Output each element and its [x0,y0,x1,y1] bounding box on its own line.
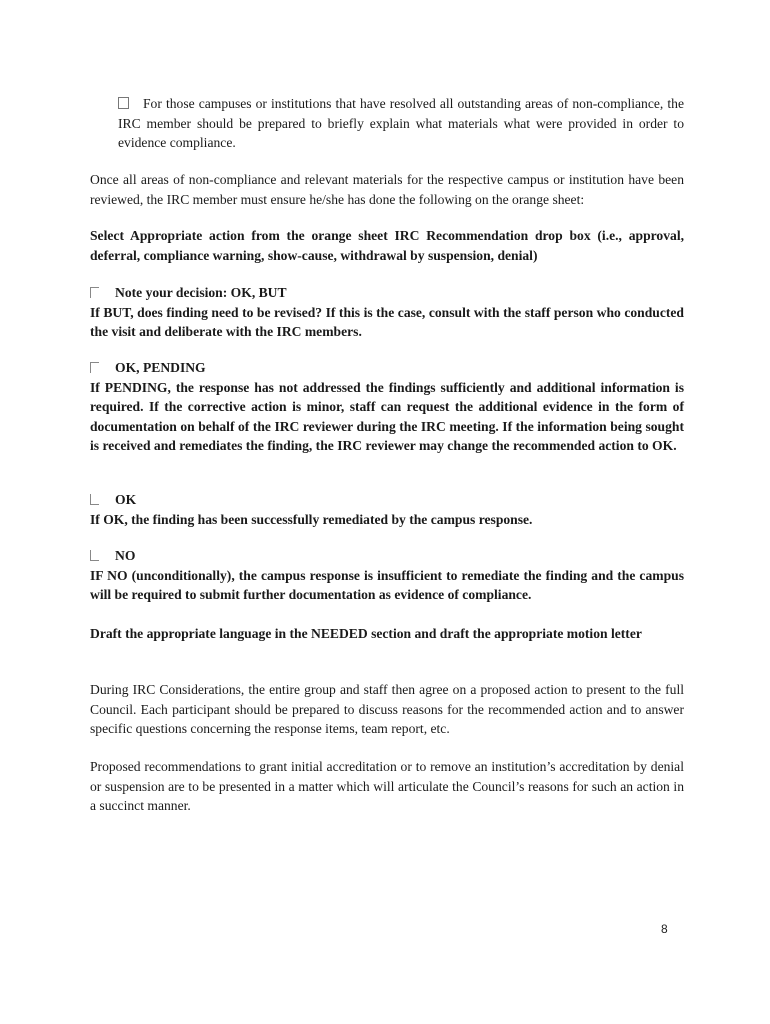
corner-mark-icon [90,550,99,561]
bullet-text: For those campuses or institutions that have resolved all outstanding areas of non-compliance, the IRC member should be prepared to briefly explain what materials what were provided in order to evidence compliance. [118,96,684,150]
decision-body: If PENDING, the response has not addressed the findings sufficiently and additional information is required. If the corrective action is minor, staff can request the additional evidence in the form of documentation on behalf of the IRC reviewer during the IRC meeting. If the information being sought is received and remediates the finding, the IRC reviewer may change the recommended action to OK. [90,379,684,453]
corner-mark-icon [90,494,99,505]
select-action-instruction: Select Appropriate action from the orange sheet IRC Recommendation drop box (i.e., approval, deferral, compliance warning, show-cause, withdrawal by suspension, denial) [90,228,684,263]
checkbox-square-icon [118,97,129,109]
decision-heading: OK, PENDING [90,358,684,378]
page-number: 8 [661,922,668,936]
decision-no [90,546,684,605]
proposed-paragraph: Proposed recommendations to grant initial accreditation or to remove an institution’s accreditation by denial or suspension are to be presented in a matter which will articulate the Council’s reasons for such an action in a succinct manner. [90,759,684,813]
decision-body: If OK, the finding has been successfully remediated by the campus response. [90,511,533,527]
decision-heading: Note your decision: OK, BUT [90,283,684,303]
intro-paragraph: Once all areas of non-compliance and relevant materials for the respective campus or institution have been reviewed, the IRC member must ensure he/she has done the following on the orange sheet: [90,172,684,207]
decision-heading: NO [90,546,684,566]
decision-heading: OK [90,490,684,510]
decision-body: IF NO (unconditionally), the campus response is insufficient to remediate the finding and the campus will be required to submit further documentation as evidence of compliance. [90,567,684,602]
corner-mark-icon [90,362,99,373]
corner-mark-icon [90,287,99,298]
decision-ok [90,490,684,529]
decision-ok-but [90,283,684,342]
bullet-item [118,94,684,153]
considerations-paragraph: During IRC Considerations, the entire group and staff then agree on a proposed action to present to the full Council. Each participant should be prepared to discuss reasons for the recommended action and to answer specific questions concerning the response items, team report, etc. [90,682,684,736]
decision-ok-pending [90,358,684,456]
decision-body: If BUT, does finding need to be revised? If this is the case, consult with the staff person who conducted the visit and deliberate with the IRC members. [90,304,684,339]
draft-instruction: Draft the appropriate language in the NEEDED section and draft the appropriate motion letter [90,626,642,641]
